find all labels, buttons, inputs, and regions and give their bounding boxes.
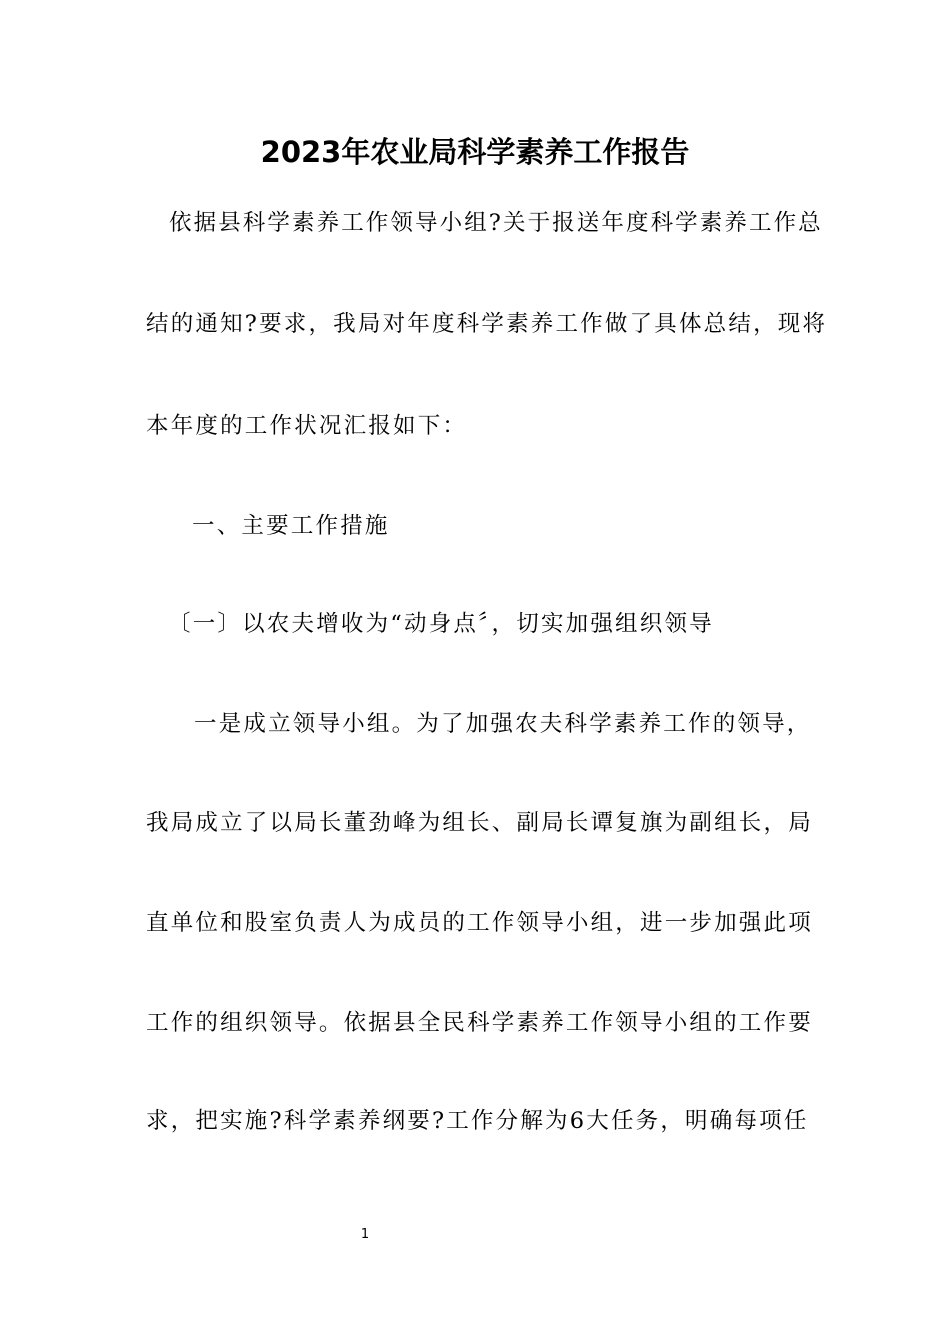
paragraph-line: 我局成立了以局长董劲峰为组长、副局长谭复旗为副组长，局 bbox=[146, 810, 813, 836]
paragraph-line: 结的通知?要求，我局对年度科学素养工作做了具体总结，现将 bbox=[146, 311, 828, 337]
subsection-heading: 〔一〕以农夫增收为“动身点〞，切实加强组织领导 bbox=[168, 611, 714, 637]
page-number: 1 bbox=[360, 1227, 370, 1242]
paragraph-line: 直单位和股室负责人为成员的工作领导小组，进一步加强此项 bbox=[146, 910, 813, 936]
paragraph-line: 依据县科学素养工作领导小组?关于报送年度科学素养工作总 bbox=[169, 210, 823, 236]
paragraph-line: 一是成立领导小组。为了加强农夫科学素养工作的领导， bbox=[194, 711, 812, 737]
section-heading: 一、主要工作措施 bbox=[192, 513, 390, 539]
document-title: 2023年农业局科学素养工作报告 bbox=[260, 135, 690, 169]
paragraph-line: 本年度的工作状况汇报如下： bbox=[146, 413, 468, 439]
paragraph-line: 工作的组织领导。依据县全民科学素养工作领导小组的工作要 bbox=[146, 1010, 813, 1036]
paragraph-line: 求，把实施?科学素养纲要?工作分解为6大任务，明确每项任 bbox=[146, 1108, 809, 1134]
